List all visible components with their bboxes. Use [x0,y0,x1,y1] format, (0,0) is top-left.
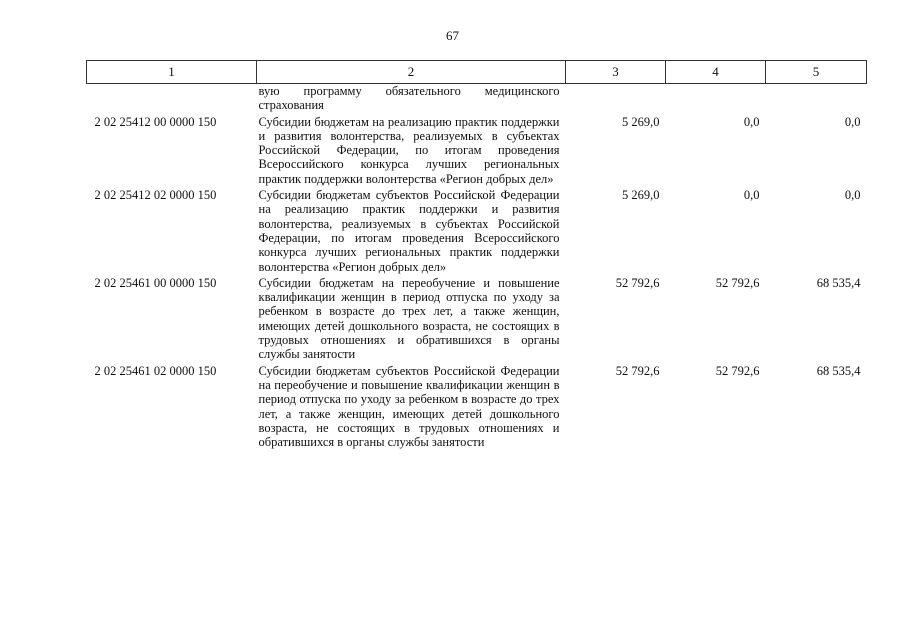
row-description: Субсидии бюджетам на реализацию практик поддержки и развития волонтерства, реализуемых в субъектах Российской Федерации, по итогам проведения Всероссийского конкурса лучших региональных практик поддержки волонтерства «Регион добрых дел» [258,114,560,186]
table-row [87,115,867,188]
row-value-col4: 0,0 [743,114,760,129]
budget-table [86,60,867,451]
row-value-col5: 0,0 [844,188,861,203]
table-header [87,61,867,84]
header-col-5: 5 [766,61,867,84]
row-code: 2 02 25461 02 0000 150 [94,363,217,378]
row-value-col4 [666,84,766,115]
header-row [87,61,867,84]
row-value-col3: 5 269,0 [622,188,660,203]
table-row-continuation [87,84,867,115]
row-description: вую программу обязательного медицинского страхования [258,84,560,113]
row-code: 2 02 25461 00 0000 150 [94,275,217,290]
header-col-4: 4 [666,61,766,84]
header-col-1: 1 [87,61,257,84]
table-body [87,84,867,452]
row-code: 2 02 25412 00 0000 150 [94,114,217,129]
row-code [87,84,257,115]
page-number: 67 [446,28,459,43]
row-description: Субсидии бюджетам субъектов Российской Федерации на переобучение и повышение квалификации женщин в период отпуска по уходу за ребенком в возрасте до трех лет, а также женщин, имеющих детей дошкольного возраста, не состоящих в трудовых отношениях и обратившихся в органы службы занятости [258,363,560,450]
row-description: Субсидии бюджетам на переобучение и повышение квалификации женщин в период отпуска по уходу за ребенком в возрасте до трех лет, а также женщин, имеющих детей дошкольного возраста, не состоящих в трудовых отношениях и обратившихся в органы службы занятости [258,275,560,362]
table-row [87,276,867,364]
row-description: Субсидии бюджетам субъектов Российской Федерации на реализацию практик поддержки и развития волонтерства, реализуемых в субъектах Российской Федерации, по итогам проведения Всероссийского конкурса лучших региональных практик поддержки волонтерства «Регион добрых дел» [258,188,560,274]
row-value-col5 [766,84,867,115]
row-value-col4: 52 792,6 [715,363,760,378]
row-value-col3 [566,84,666,115]
table-row [87,364,867,452]
row-value-col4: 0,0 [743,188,760,203]
table-row [87,188,867,276]
row-value-col5: 0,0 [844,114,861,129]
row-value-col4: 52 792,6 [715,275,760,290]
row-value-col3: 52 792,6 [615,275,660,290]
row-value-col5: 68 535,4 [816,275,861,290]
row-value-col5: 68 535,4 [816,363,861,378]
row-value-col3: 52 792,6 [615,363,660,378]
header-col-2: 2 [257,61,566,84]
row-value-col3: 5 269,0 [622,114,660,129]
header-col-3: 3 [566,61,666,84]
row-code: 2 02 25412 02 0000 150 [94,188,217,203]
